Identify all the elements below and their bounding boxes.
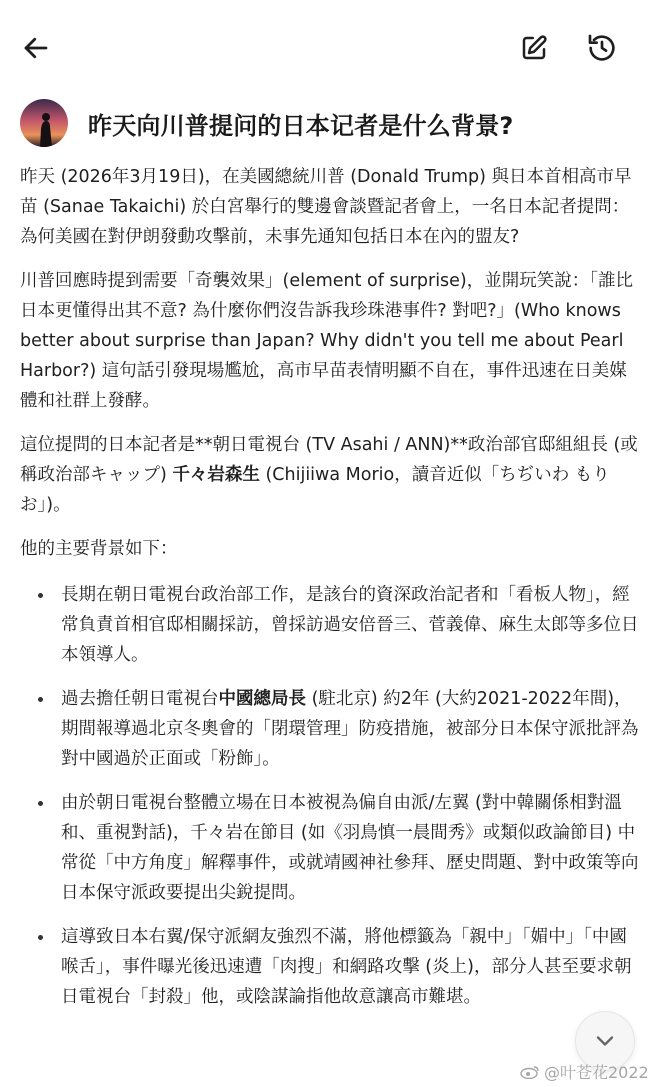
list-item-text: 由於朝日電視台整體立場在日本被視為偏自由派/左翼 (對中韓關係相對溫和、重視對話)，千々岩在節目 (如《羽鳥慎一晨間秀》或類似政論節目) 中常從「中方角度」解釋事件，或就靖國神社參拜、歷史問題、對中政策等向日本保守派政要提出尖銳提問。 bbox=[61, 793, 639, 903]
list-item-text: 長期在朝日電視台政治部工作，是該台的資深政治記者和「看板人物」，經常負責首相官邸相關採訪，曾採訪過安倍晉三、菅義偉、麻生太郎等多位日本領導人。 bbox=[61, 585, 639, 665]
avatar[interactable] bbox=[20, 99, 68, 147]
arrow-left-icon bbox=[21, 33, 51, 63]
reporter-name: 千々岩森生 bbox=[172, 465, 260, 485]
watermark-text: @叶苍花2022 bbox=[544, 1063, 649, 1082]
answer-body bbox=[20, 162, 640, 1026]
question-title: 昨天向川普提问的日本记者是什么背景? bbox=[88, 111, 514, 140]
history-icon bbox=[586, 32, 618, 64]
background-list bbox=[20, 580, 640, 1012]
list-item bbox=[20, 580, 640, 670]
bullet-dot bbox=[38, 935, 43, 940]
answer-paragraph-4: 他的主要背景如下： bbox=[20, 539, 178, 559]
list-item bbox=[20, 684, 640, 774]
watermark bbox=[520, 1060, 649, 1083]
bullet-dot bbox=[38, 593, 43, 598]
weibo-logo-icon bbox=[520, 1065, 540, 1079]
edit-icon bbox=[519, 33, 549, 63]
list-item-bold: 中國總局長 bbox=[218, 689, 306, 709]
answer-paragraph-1: 昨天 (2026年3月19日)，在美國總統川普 (Donald Trump) 與日本首相高市早苗 (Sanae Takaichi) 於白宮舉行的雙邊會談暨記者會上，一名日本記者提問：為何美國在對伊朗發動攻擊前，未事先通知包括日本在內的盟友? bbox=[20, 167, 632, 247]
list-item bbox=[20, 788, 640, 908]
bullet-dot bbox=[38, 697, 43, 702]
list-item bbox=[20, 922, 640, 1012]
answer-paragraph-2: 川普回應時提到需要「奇襲效果」(element of surprise)，並開玩笑說：「誰比日本更懂得出其不意? 為什麼你們沒告訴我珍珠港事件? 對吧?」(Who knows better about surprise than Japan? Why didn't you tell me about Pearl Harbor?) 這句話引發現場尷尬，高市早苗表情明顯不自在，事件迅速在日美媒體和社群上發酵。 bbox=[20, 271, 634, 411]
list-item-text: 這導致日本右翼/保守派網友強烈不滿，將他標籤為「親中」「媚中」「中國喉舌」，事件曝光後迅速遭「肉搜」和網路攻擊 (炎上)，部分人甚至要求朝日電視台「封殺」他，或陰謀論指他故意讓高市難堪。 bbox=[61, 927, 632, 1007]
answer-paragraph-3 bbox=[20, 430, 640, 520]
list-item-text-b: (駐北京) 約2年 (大約2021-2022年間)，期間報導過北京冬奧會的「閉環管理」防疫措施，被部分日本保守派批評為對中國過於正面或「粉飾」。 bbox=[61, 689, 639, 769]
chevron-down-icon bbox=[591, 1027, 619, 1055]
bullet-dot bbox=[38, 801, 43, 806]
history-button[interactable] bbox=[582, 28, 622, 68]
p3-text-b: (Chijiiwa Morio，讀音近似「ちぢいわ もりお」)。 bbox=[20, 465, 610, 515]
question-header bbox=[20, 96, 640, 150]
list-item-text-a: 過去擔任朝日電視台 bbox=[61, 689, 219, 709]
back-button[interactable] bbox=[16, 28, 56, 68]
edit-button[interactable] bbox=[514, 28, 554, 68]
top-bar bbox=[0, 0, 653, 96]
p3-text-a: 這位提問的日本記者是**朝日電視台 (TV Asahi / ANN)**政治部官邸組組長 (或稱政治部キャップ) bbox=[20, 435, 638, 485]
